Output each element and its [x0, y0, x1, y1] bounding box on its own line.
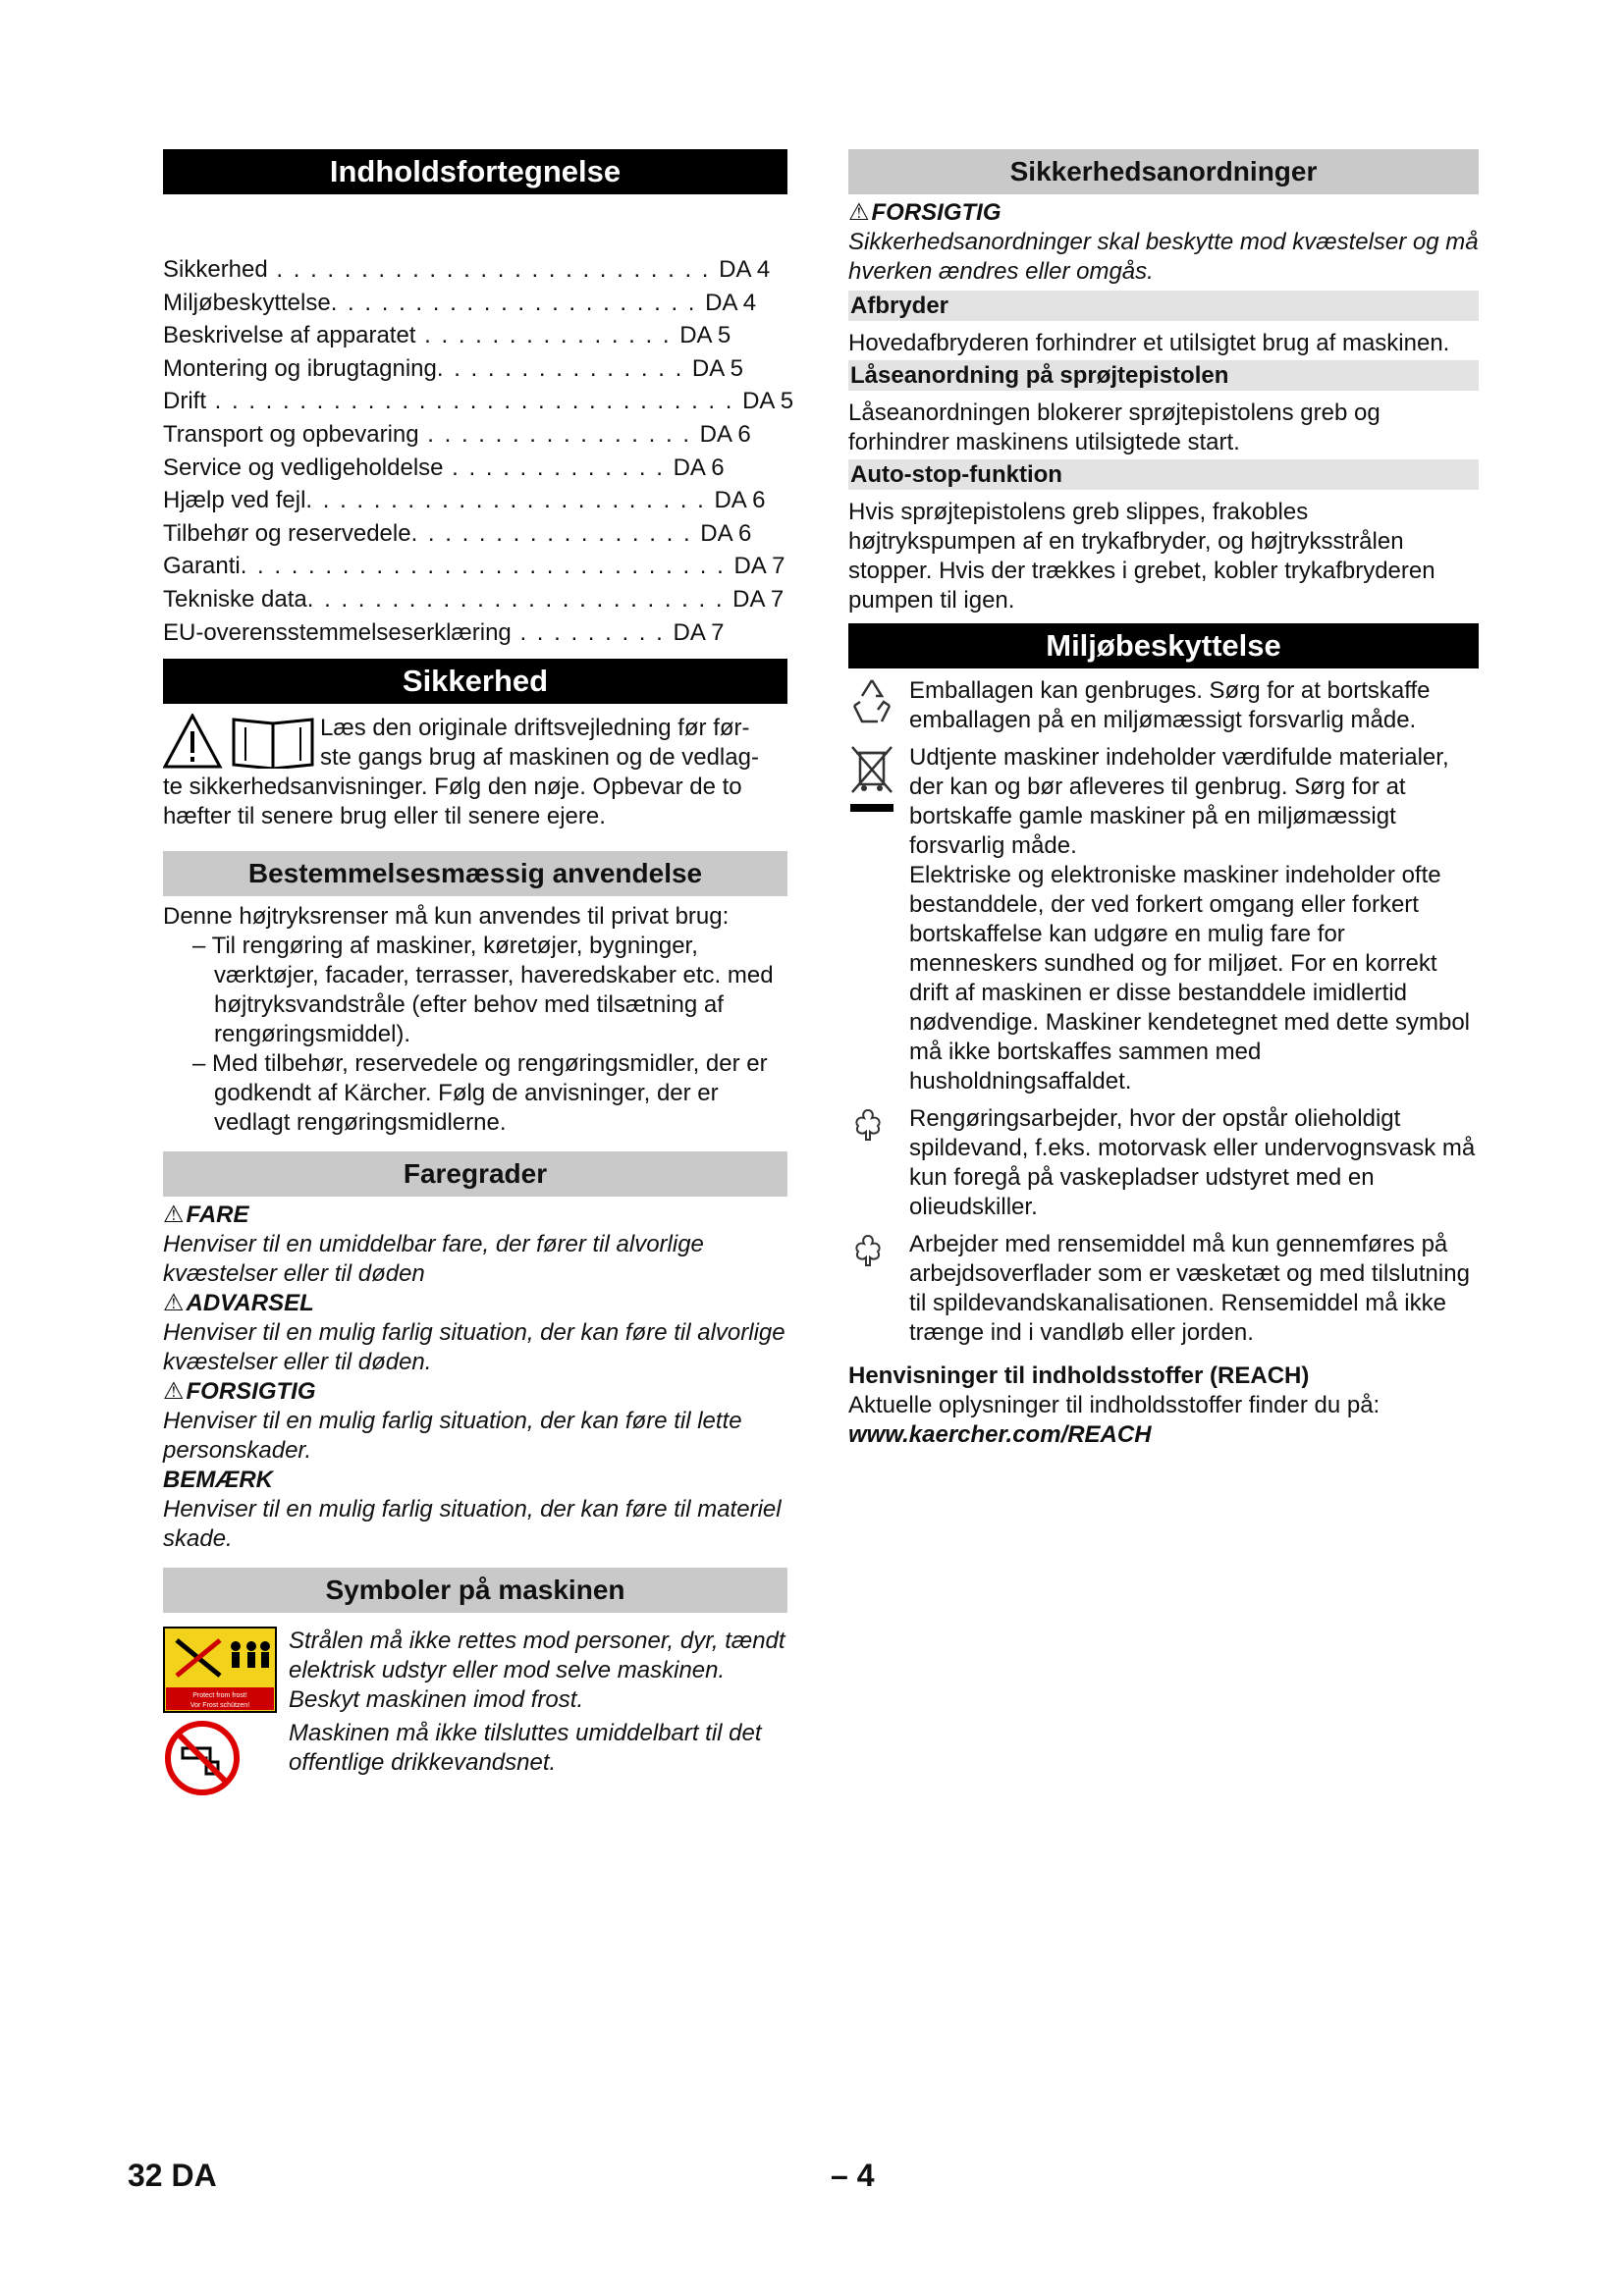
reach-text: Aktuelle oplysninger til indholdsstoffer finder du på:: [848, 1392, 1380, 1418]
laaseanordning-heading: Låseanordning på sprøjtepistolen: [848, 360, 1479, 391]
safety-devices-heading: Sikkerhedsanordninger: [848, 149, 1479, 194]
toc-entry-label: Drift: [163, 388, 206, 415]
toc-entry-label: Montering og ibrugtagning: [163, 354, 437, 382]
toc-entry[interactable]: [163, 287, 787, 320]
toc-entry-dots: . . . . . . . . . . . . .: [443, 454, 674, 481]
toc-entry-page: DA 7: [733, 553, 785, 580]
symbol-1-text: Strålen må ikke rettes mod personer, dyr, tændt elektrisk udstyr eller mod selve maskinen.: [289, 1628, 785, 1684]
danger-levels-heading: Faregrader: [163, 1151, 787, 1197]
toc-entry-dots: . . . . . . . . . . . . . . . .: [418, 420, 700, 448]
laaseanordning-text: Låseanordningen blokerer sprøjtepistolens greb og forhindrer maskinens utilsigtede start.: [848, 400, 1380, 455]
auto-stop-text: Hvis sprøjtepistolens greb slippes, frakobles højtrykspumpen af en trykafbryder, og højtryksstrålen stopper. Hvis der trækkes i grebet, kobler trykafbryderen pumpen til igen.: [848, 499, 1435, 614]
toc-entry[interactable]: [163, 484, 787, 517]
symbol-row-2: [163, 1719, 787, 1797]
environment-heading: Miljøbeskyttelse: [848, 623, 1479, 668]
toc-heading: Indholdsfortegnelse: [163, 149, 787, 194]
env-item-2: [848, 743, 1479, 1096]
bemaerk-text: Henviser til en mulig farlig situation, der kan føre til materiel skade.: [163, 1496, 782, 1553]
toc-entry-page: DA 5: [679, 322, 731, 349]
safety-heading: Sikkerhed: [163, 659, 787, 704]
toc-entry-label: Service og vedligeholdelse: [163, 454, 444, 481]
page-number: 32 DA: [128, 2158, 217, 2193]
toc-entry-label: Tilbehør og reservedele: [163, 519, 411, 547]
reach-heading: Henvisninger til indholdsstoffer (REACH): [848, 1362, 1310, 1389]
warning-triangle-icon: ⚠: [163, 1378, 185, 1406]
toc-list: [163, 253, 794, 649]
recycle-icon: [848, 676, 909, 727]
env-item-4-text: Arbejder med rensemiddel må kun gennemføres på arbejdsoverflader som er væsketæt og med tilslutning til spildevandskanalisationen. Rensemiddel må ikke trænge ind i vandløb eller jorden.: [909, 1231, 1470, 1346]
svg-text:Protect from frost!: Protect from frost!: [192, 1692, 247, 1700]
toc-entry-page: DA 5: [691, 354, 743, 382]
advarsel-label: ⚠ADVARSEL: [163, 1290, 314, 1317]
toc-entry-page: DA 6: [699, 420, 751, 448]
warning-triangle-icon: ⚠: [848, 199, 870, 226]
auto-stop-heading: Auto-stop-funktion: [848, 459, 1479, 490]
right-column: [848, 149, 1479, 1450]
toc-entry[interactable]: [163, 550, 787, 583]
toc-entry[interactable]: [163, 385, 794, 418]
svg-text:Vor Frost schützen!: Vor Frost schützen!: [189, 1702, 250, 1710]
afbryder-text: Hovedafbryderen forhindrer et utilsigtet brug af maskinen.: [848, 330, 1450, 356]
toc-entry[interactable]: [163, 253, 787, 287]
toc-entry[interactable]: [163, 319, 787, 352]
env-item-4: [848, 1230, 1479, 1348]
forsigtig-label: ⚠FORSIGTIG: [163, 1378, 316, 1406]
safety-devices-forsigtig-text: Sikkerhedsanordninger skal beskytte mod kvæstelser og må hverken ændres eller omgås.: [848, 229, 1479, 285]
toc-entry-page: DA 4: [705, 289, 757, 316]
toc-entry[interactable]: [163, 352, 787, 386]
env-item-1-text: Emballagen kan genbruges. Sørg for at bortskaffe emballagen på en miljømæssigt forsvarlig måde.: [909, 677, 1431, 733]
safety-intro-block: [163, 714, 787, 773]
warning-read-manual-icon: [163, 714, 320, 769]
toc-entry-page: DA 5: [742, 388, 794, 415]
warning-triangle-icon: ⚠: [163, 1290, 185, 1317]
toc-entry-page: DA 6: [673, 454, 725, 481]
toc-entry-dots: . . . . . . . . . . . . . . . . . . . . . . . . . . . . . . .: [206, 388, 743, 415]
env-item-2b-text: Elektriske og elektroniske maskiner indeholder ofte bestanddele, der ved forkert omgang eller forkert bortskaffelse kan udgøre en mulig fare for menneskers sundhed og for miljøet. For en korrekt drift af maskinen er disse bestanddele imidlertid nødvendige. Maskiner kendetegnet med dette symbol må ikke bortskaffes sammen med husholdningsaffaldet.: [909, 862, 1470, 1095]
env-item-3: [848, 1104, 1479, 1222]
toc-entry-dots: . . . . . . . . .: [511, 618, 674, 646]
crossed-out-bin-icon: [848, 743, 909, 818]
symbol-row-1: [163, 1627, 787, 1715]
toc-entry-dots: . . . . . . . . . . . . . . .: [436, 354, 692, 382]
toc-entry-dots: . . . . . . . . . . . . . . . . . . . . . . . . . .: [267, 256, 720, 283]
advarsel-text: Henviser til en mulig farlig situation, der kan føre til alvorlige kvæstelser eller til døden.: [163, 1319, 785, 1376]
toc-entry-page: DA 6: [714, 487, 766, 514]
toc-entry-page: DA 7: [732, 585, 785, 613]
forsigtig-text: Henviser til en mulig farlig situation, der kan føre til lette personskader.: [163, 1408, 742, 1465]
toc-entry-label: Transport og opbevaring: [163, 420, 419, 448]
bemaerk-label: BEMÆRK: [163, 1467, 273, 1494]
page-index: – 4: [831, 2158, 875, 2193]
toc-entry-label: Miljøbeskyttelse: [163, 289, 331, 316]
toc-entry-dots: . . . . . . . . . . . . . . . . . . . . . .: [330, 289, 706, 316]
toc-entry-dots: . . . . . . . . . . . . . . . . . . . . . . . . . . . . .: [240, 553, 734, 580]
toc-entry-label: Garanti: [163, 553, 241, 580]
toc-entry[interactable]: [163, 616, 787, 650]
env-item-1: [848, 676, 1479, 735]
env-item-3-text: Rengøringsarbejder, hvor der opstår olieholdigt spildevand, f.eks. motorvask eller undervognsvask må kun foregå på vaskepladser udstyret med en olieudskiller.: [909, 1105, 1476, 1220]
env-item-2a-text: Udtjente maskiner indeholder værdifulde materialer, der kan og bør afleveres til genbrug. Sørg for at bortskaffe gamle maskiner på en miljømæssigt forsvarlig måde.: [909, 744, 1449, 859]
intended-use-item-1: – Til rengøring af maskiner, køretøjer, bygninger, værktøjer, facader, terrasser, haveredskaber etc. med højtryksvandstråle (efter behov med tilsætning af rengøringsmiddel).: [192, 933, 774, 1048]
intended-use-heading: Bestemmelsesmæssig anvendelse: [163, 851, 787, 896]
toc-entry-label: EU-overensstemmelseserklæring: [163, 618, 512, 646]
toc-entry-label: Sikkerhed: [163, 256, 268, 283]
safety-intro-rest: te sikkerhedsanvisninger. Følg den nøje. Opbevar de to hæfter til senere brug eller til senere ejere.: [163, 774, 742, 830]
safety-intro-line1: Læs den originale driftsvejledning før før-: [320, 715, 750, 742]
toc-entry-dots: . . . . . . . . . . . . . . . . .: [410, 519, 701, 547]
left-column: [163, 149, 794, 1797]
toc-entry-page: DA 6: [700, 519, 752, 547]
fare-text: Henviser til en umiddelbar fare, der fører til alvorlige kvæstelser eller til døden: [163, 1231, 704, 1288]
toc-entry-dots: . . . . . . . . . . . . . . . . . . . . . . . . .: [306, 585, 733, 613]
symbols-heading: Symboler på maskinen: [163, 1568, 787, 1613]
toc-entry-label: Tekniske data: [163, 585, 307, 613]
toc-entry[interactable]: [163, 517, 787, 551]
warning-triangle-icon: ⚠: [163, 1201, 185, 1229]
no-spray-frost-symbol-icon: [163, 1627, 289, 1713]
symbol-2-text: Maskinen må ikke tilsluttes umiddelbart til det offentlige drikkevandsnet.: [289, 1720, 762, 1777]
toc-entry[interactable]: [163, 583, 787, 616]
cleaning-agent-icon: [848, 1230, 909, 1269]
toc-entry[interactable]: [163, 418, 787, 452]
safety-devices-forsigtig-label: ⚠FORSIGTIG: [848, 199, 1001, 226]
safety-intro-line2: ste gangs brug af maskinen og de vedlag-: [320, 744, 759, 772]
fare-label: ⚠FARE: [163, 1201, 249, 1229]
toc-entry-page: DA 4: [719, 256, 771, 283]
oil-drop-icon: [848, 1104, 909, 1144]
toc-entry-dots: . . . . . . . . . . . . . . . . . . . . . . . .: [305, 487, 715, 514]
intended-use-item-2: – Med tilbehør, reservedele og rengøringsmidler, der er godkendt af Kärcher. Følg de anvisninger, der er vedlagt rengøringsmidlerne.: [192, 1050, 768, 1137]
symbol-1-frost-text: Beskyt maskinen imod frost.: [289, 1686, 584, 1714]
toc-entry[interactable]: [163, 452, 787, 485]
toc-entry-page: DA 7: [673, 618, 725, 646]
intended-use-intro: Denne højtryksrenser må kun anvendes til privat brug:: [163, 903, 730, 931]
afbryder-heading: Afbryder: [848, 291, 1479, 321]
toc-entry-label: Beskrivelse af apparatet: [163, 322, 416, 349]
toc-entry-dots: . . . . . . . . . . . . . . .: [415, 322, 680, 349]
reach-url-link[interactable]: www.kaercher.com/REACH: [848, 1421, 1152, 1448]
no-drinking-water-connection-icon: [163, 1719, 289, 1797]
toc-entry-label: Hjælp ved fejl: [163, 487, 306, 514]
